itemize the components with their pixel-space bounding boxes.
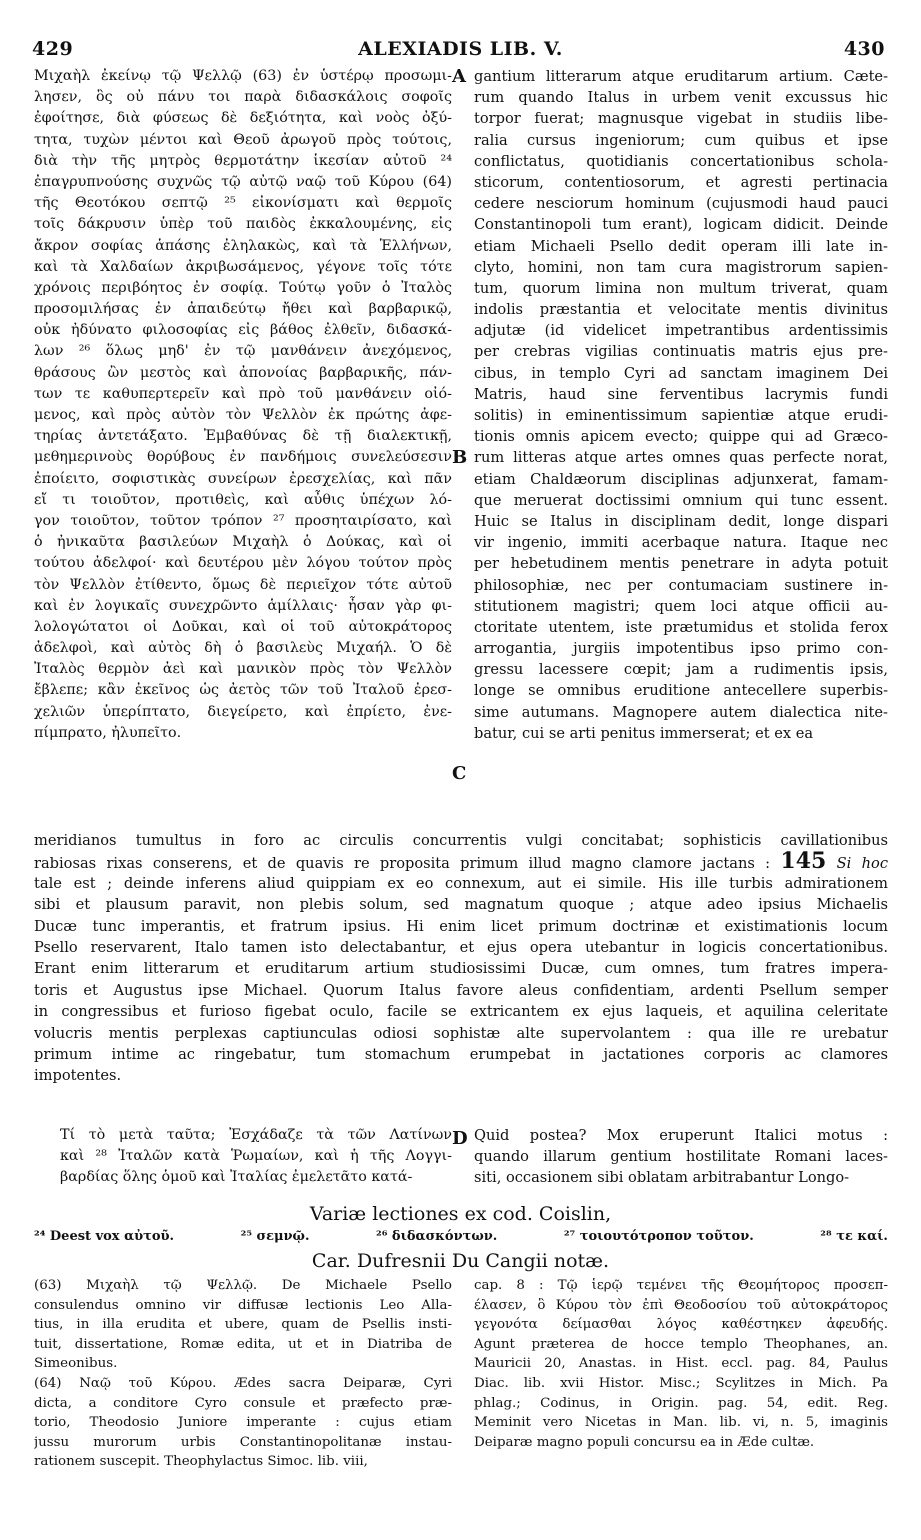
latin-full-width-text: [34, 830, 888, 1087]
text-line: toris et Augustus ipse Michael. Quorum Italus favore aleus confidentiam, ardenti Psellum semper: [34, 981, 888, 999]
text-line: Μιχαὴλ ἐκείνῳ τῷ Ψελλῷ (63) ἐν ὑστέρῳ προσωμι-: [34, 68, 452, 84]
text-line: ἔβλεπε; κἂν ἐκεῖνος ὡς ἀετὸς τῶν τοῦ Ἰταλοῦ ἐρεσ-: [34, 682, 452, 699]
text-line: indolis præstantia et velocitate mentis divinitus: [474, 301, 888, 319]
text-line: χελιῶν ὑπερίπτατο, διεγείρετο, καὶ ἐπρίετο, ἐνε-: [34, 703, 452, 720]
text-line: cap. 8 : Τῷ ἱερῷ τεμένει τῆς Θεομήτορος προσεπ-: [474, 1278, 888, 1293]
text-line: jussu murorum urbis Constantinopolitanæ instau-: [34, 1434, 452, 1450]
text-line: sibi et plausum paravit, non plebis solum, sed magnatum quoque ; atque adeo ipsius Michaelis: [34, 896, 888, 914]
text-line: ἐφοίτησε, διὰ φύσεως δὲ δεξιότητα, καὶ νοὸς ὀξύ-: [34, 110, 452, 127]
text-line: ἐποίειτο, σοφιστικὰς συνείρων ἐρεσχελίας, καὶ πᾶν: [34, 470, 452, 487]
variant-item: ²⁵ σεμνῷ.: [240, 1229, 310, 1244]
text-line: τηρίας ἀντετάξατο. Ἐμβαθύνας δὲ τῇ διαλεκτικῇ,: [34, 428, 452, 445]
text-line: philosophiæ, nec per contumaciam sustinere in-: [474, 576, 888, 594]
text-line: gressu lacessere cœpit; jam a rudimentis ipsis,: [474, 661, 888, 679]
section-number: 145: [780, 851, 827, 873]
text-line: τητα, τυχὼν μέντοι καὶ Θεοῦ ἀρωγοῦ πρὸς τούτοις,: [34, 131, 452, 148]
text-line: Meminit vero Nicetas in Man. lib. vi, n. 5, imaginis: [474, 1415, 888, 1431]
text-line: Ἰταλὸς θερμὸν ἀεὶ καὶ μανικὸν πρὸς τὸν Ψελλὸν: [34, 661, 452, 678]
text-line: μεθημερινοὺς θορύβους ἐν πανδήμοις συνελεύσεσιν: [34, 449, 452, 466]
text-line: Erant enim litterarum et eruditarum artium studiosissimi Ducæ, cum omnes, tum fratres impera-: [34, 960, 888, 978]
text-line: Huic se Italus in disciplinam dedit, longe dispari: [474, 512, 888, 530]
text-line: cibus, in templo Cyri ad sanctam imaginem Dei: [474, 364, 888, 382]
text-line: Agunt præterea de hocce templo Theophanes, an.: [474, 1336, 888, 1352]
text-line: λολογώτατοι οἱ Δοῦκαι, καὶ οἱ τοῦ αὐτοκράτορος: [34, 618, 452, 635]
text-line: προσομιλήσας ἐν ἀπαιδεύτῳ ἤθει καὶ βαρβαρικῷ,: [34, 301, 452, 318]
notes-heading: Car. Dufresnii Du Cangii notæ.: [311, 1250, 610, 1272]
text-line: etiam Chaldæorum disciplinas adjunxerat, famam-: [474, 470, 888, 488]
text-line: καὶ ἐν λογικαῖς συνεχρῶντο ἁμίλλαις· ἦσαν γὰρ φι-: [34, 597, 452, 614]
text-line: ἄκρον σοφίας ἁπάσης ἐληλακὼς, καὶ τὰ Ἑλλήνων,: [34, 237, 452, 254]
text-line: τοῖς δάκρυσιν ὑπὲρ τοῦ παιδὸς ἐκκαλουμένης, εἰς: [34, 216, 452, 233]
text-line: arrogantia, jurgiis impotentibus ipso primo con-: [474, 640, 888, 658]
text-line: vir ingenio, immiti acerbaque natura. Itaque nec: [474, 534, 888, 552]
margin-marker-b: B: [452, 447, 468, 468]
text-line: tionis omnis apicem evecto; quippe qui ad Græco-: [474, 428, 888, 446]
text-line: primum intime ac ringebatur, tum stomachum erumpebat in jactationes corporis ac clamores: [34, 1045, 888, 1063]
text-line: longe se omnibus eruditione antecellere superbis-: [474, 682, 888, 700]
text-line: γον τοιοῦτον, τοῦτον τρόπον ²⁷ προσηταιρίσατο, καὶ: [34, 512, 452, 529]
text-line: solitis) in eminentissimum sapientiæ atque erudi-: [474, 407, 888, 424]
text-line: etiam Michaeli Psello dedit operam illi late in-: [474, 237, 888, 255]
text-line: Psello reservarent, Italo tamen isto delectabantur, et ejus opera utebantur in logicis concertationibus.: [34, 938, 888, 956]
text-line: per hebetudinem mentis penetrare in adyta potuit: [474, 555, 888, 573]
text-line: per crebras vigilias continuatis matris ejus pre-: [474, 343, 888, 361]
text-line: Ducæ tunc imperantis, et fratrum ipsius. Hi enim licet primum doctrinæ et existimationis locum: [34, 917, 888, 935]
variants-heading: Variæ lectiones ex cod. Coislin,: [309, 1203, 612, 1225]
text-line: καὶ ²⁸ Ἰταλῶν κατὰ Ῥωμαίων, καὶ ἡ τῆς Λογγι-: [60, 1148, 452, 1165]
text-line: in congressibus et furioso figebat oculo, facile se extricantem ex ejus laqueis, et aquilina celeritate: [34, 1003, 888, 1021]
text-line: rationem suscepit. Theophylactus Simoc. lib. viii,: [34, 1454, 368, 1470]
latin-text-column: [474, 66, 888, 744]
text-line: cedere nesciorum hominum (cujusmodi haud pauci: [474, 195, 888, 213]
variant-item: ²⁴ Deest vox αὐτοῦ.: [34, 1229, 175, 1244]
variant-item: ²⁶ διδασκόντων.: [376, 1229, 498, 1244]
text-line: ralia cursus ingeniorum; cum quibus et ipse: [474, 131, 888, 149]
text-line: βαρδίας ὅλης ὁμοῦ καὶ Ἰταλίας ἐμελετᾶτο κατά-: [60, 1169, 413, 1186]
notes-left-column: [34, 1276, 452, 1472]
text-line: siti, occasionem sibi oblatam arbitrabantur Longo-: [474, 1169, 850, 1187]
text-line: (64) Ναῷ τοῦ Κύρου. Ædes sacra Deiparæ, Cyri: [34, 1375, 452, 1391]
text-line: stitutionem magistri; quem loci atque officii au-: [474, 597, 888, 615]
running-title: ALEXIADIS LIB. V.: [358, 38, 563, 60]
text-line: εἴ τι τοιοῦτον, προτιθεὶς, καὶ αὖθις ὑπέχων λό-: [34, 491, 452, 508]
text-line: dicta, a conditore Cyro consule et præfecto præ-: [34, 1395, 452, 1411]
text-line: volucris mentis perplexas captiunculas odiosi sophistæ alte supervolantem : qua ille re urebatur: [34, 1024, 888, 1042]
text-line-with-number: [34, 851, 888, 872]
text-line: Mauricii 20, Anastas. in Hist. eccl. pag. 84, Paulus: [474, 1356, 888, 1372]
text-line: ἐπαγρυπνούσης συχνῶς τῷ αὐτῷ ναῷ τοῦ Κύρου (64): [34, 173, 452, 190]
text-line: Constantinopoli tum erant), logicam didicit. Deinde: [474, 216, 888, 234]
text-line: torpor fuerat; magnusque vigebat in studiis libe-: [474, 110, 888, 128]
text-line: rum quando Italus in urbem venit excussus hic: [474, 89, 888, 107]
text-line: Deiparæ magno populi concursu ea in Æde cultæ.: [474, 1434, 815, 1450]
variant-readings: [34, 1229, 888, 1244]
text-line: clyto, homini, non tam cura magistrorum sapien-: [474, 258, 888, 276]
margin-marker-c: C: [452, 763, 467, 784]
text-line: (63) Μιχαὴλ τῷ Ψελλῷ. De Michaele Psello: [34, 1278, 452, 1293]
text-line: sime autumans. Magnopere autem dialectica nite-: [474, 703, 888, 721]
text-line: ctoritate utentem, iste prætumidus et stolida ferox: [474, 618, 888, 636]
text-line: torio, Theodosio Juniore imperante : cujus etiam: [34, 1415, 452, 1431]
text-line: Diac. lib. xvii Histor. Misc.; Scylitzes in Mich. Pa: [474, 1375, 888, 1391]
text-line: batur, cui se arti penitus immerserat; et ex ea: [474, 724, 814, 742]
text-line: μενος, καὶ πρὸς αὐτὸν τὸν Ψελλὸν ἐκ πρώτης ἀφε-: [34, 407, 452, 423]
text-line: tius, in illa erudita et ubere, quam de Psellis insti-: [34, 1317, 452, 1333]
text-line: rum litteras atque artes omnes quas perfecte norat,: [474, 449, 888, 467]
greek-text-column: [34, 66, 452, 744]
text-line: ὁ ἠνικαῦτα βασιλεύων Μιχαὴλ ὁ Δούκας, καὶ οἱ: [34, 534, 452, 551]
margin-marker-d: D: [452, 1128, 468, 1149]
text-line: τὸν Ψελλὸν ἐτίθεντο, ὅμως δὲ περιεῖχον τότε αὐτοῦ: [34, 576, 452, 593]
text-line: των τε καθυπερτερεῖν καὶ πρὸ τοῦ μανθάνειν οἰό-: [34, 385, 452, 402]
text-line: θράσους ὢν μεστὸς καὶ ἀπονοίας βαρβαρικῆς, πάν-: [34, 364, 452, 381]
text-line: impotentes.: [34, 1067, 122, 1085]
text-line: que meruerat doctissimi omnium qui tunc essent.: [474, 491, 888, 509]
italic-phrase: Si hoc: [836, 855, 888, 873]
text-line: Simeonibus.: [34, 1356, 118, 1372]
text-line: γεγονότα δείμασθαι λόγος καθέστηκεν ἀφευδής.: [474, 1317, 888, 1333]
text-line: Matris, haud sine ferventibus lacrymis fundi: [474, 385, 888, 403]
text-line: adjutæ (id videlicet impetrantibus ardentissimis: [474, 322, 888, 340]
text-line: πίμπρατο, ἠλυπεῖτο.: [34, 724, 182, 741]
text-line: Quid postea? Mox eruperunt Italici motus :: [474, 1127, 888, 1144]
text-line: έλασεν, ὃ Κύρου τὸν ἐπὶ Θεοδοσίου τοῦ αὐτοκράτορος: [474, 1297, 888, 1313]
greek-bottom-text: [60, 1125, 452, 1189]
variant-item: ²⁸ τε καί.: [820, 1229, 888, 1244]
text-line: sticorum, contentiosorum, et agresti pertinacia: [474, 173, 888, 191]
text-line: τῆς Θεοτόκου σεπτῷ ²⁵ εἰκονίσματι καὶ θερμοῖς: [34, 195, 452, 212]
text-line: λων ²⁶ ὅλως μηδ' ἐν τῷ μανθάνειν ἀνεχόμενος,: [34, 343, 452, 360]
text-line: Τί τὸ μετὰ ταῦτα; Ἐσχάδαζε τὰ τῶν Λατίνων: [60, 1127, 452, 1143]
text-line: phlag.; Codinus, in Origin. pag. 54, edit. Reg.: [474, 1395, 888, 1411]
text-line: conflictatus, quotidianis concertationibus schola-: [474, 152, 888, 170]
text-line: tale est ; deinde inferens aliud quippiam ex eo connexum, aut ei simile. His ille turbis admirationem: [34, 874, 888, 892]
text-line: consulendus omnino vir diffusæ lectionis Leo Alla-: [34, 1297, 452, 1313]
text-line: χρόνοις περιβόητος ἐν σοφίᾳ. Τούτῳ γοῦν ὁ Ἰταλὸς: [34, 279, 452, 296]
text-line: tum, quorum limina non multum triverat, quam: [474, 279, 888, 297]
text-line: τούτου ἀδελφοί· καὶ δευτέρου μὲν λόγου τούτον πρὸς: [34, 555, 452, 572]
text-line: καὶ τὰ Χαλδαίων ἀκριβωσάμενος, γέγονε τοῖς τότε: [34, 258, 452, 275]
page-number-right: 430: [843, 38, 885, 60]
latin-bottom-text: [474, 1125, 888, 1189]
text-line: διὰ τὴν τῆς μητρὸς θερμοτάτην ἱκεσίαν αὐτοῦ ²⁴: [34, 152, 452, 169]
text-fragment: rabiosas rixas conserens, et de quavis re proposita primum illud magno clamore jactans :: [34, 855, 771, 873]
text-line: ἀδελφοὶ, καὶ αὐτὸς δὴ ὁ βασιλεὺς Μιχαήλ. Ὁ δὲ: [34, 640, 452, 657]
page-number-left: 429: [32, 38, 74, 60]
text-line: gantium litterarum atque eruditarum artium. Cæte-: [474, 68, 888, 85]
text-line: meridianos tumultus in foro ac circulis concurrentis vulgi concitabat; sophisticis cavillationibus: [34, 832, 888, 849]
notes-right-column: [474, 1276, 888, 1452]
text-line: tuit, dissertatione, Romæ edita, ut et in Diatriba de: [34, 1336, 452, 1352]
variant-item: ²⁷ τοιουτότροπον τοῦτον.: [563, 1229, 754, 1244]
text-line: λησεν, ὃς οὐ πάνυ τοι παρὰ διδασκάλοις σοφοῖς: [34, 89, 452, 106]
text-line: quando illarum gentium hostilitate Romani laces-: [474, 1148, 888, 1166]
margin-marker-a: A: [452, 66, 466, 87]
text-line: οὐκ ἠδύνατο φιλοσοφίας εἰς βάθος ἐλθεῖν, διδασκά-: [34, 322, 452, 339]
